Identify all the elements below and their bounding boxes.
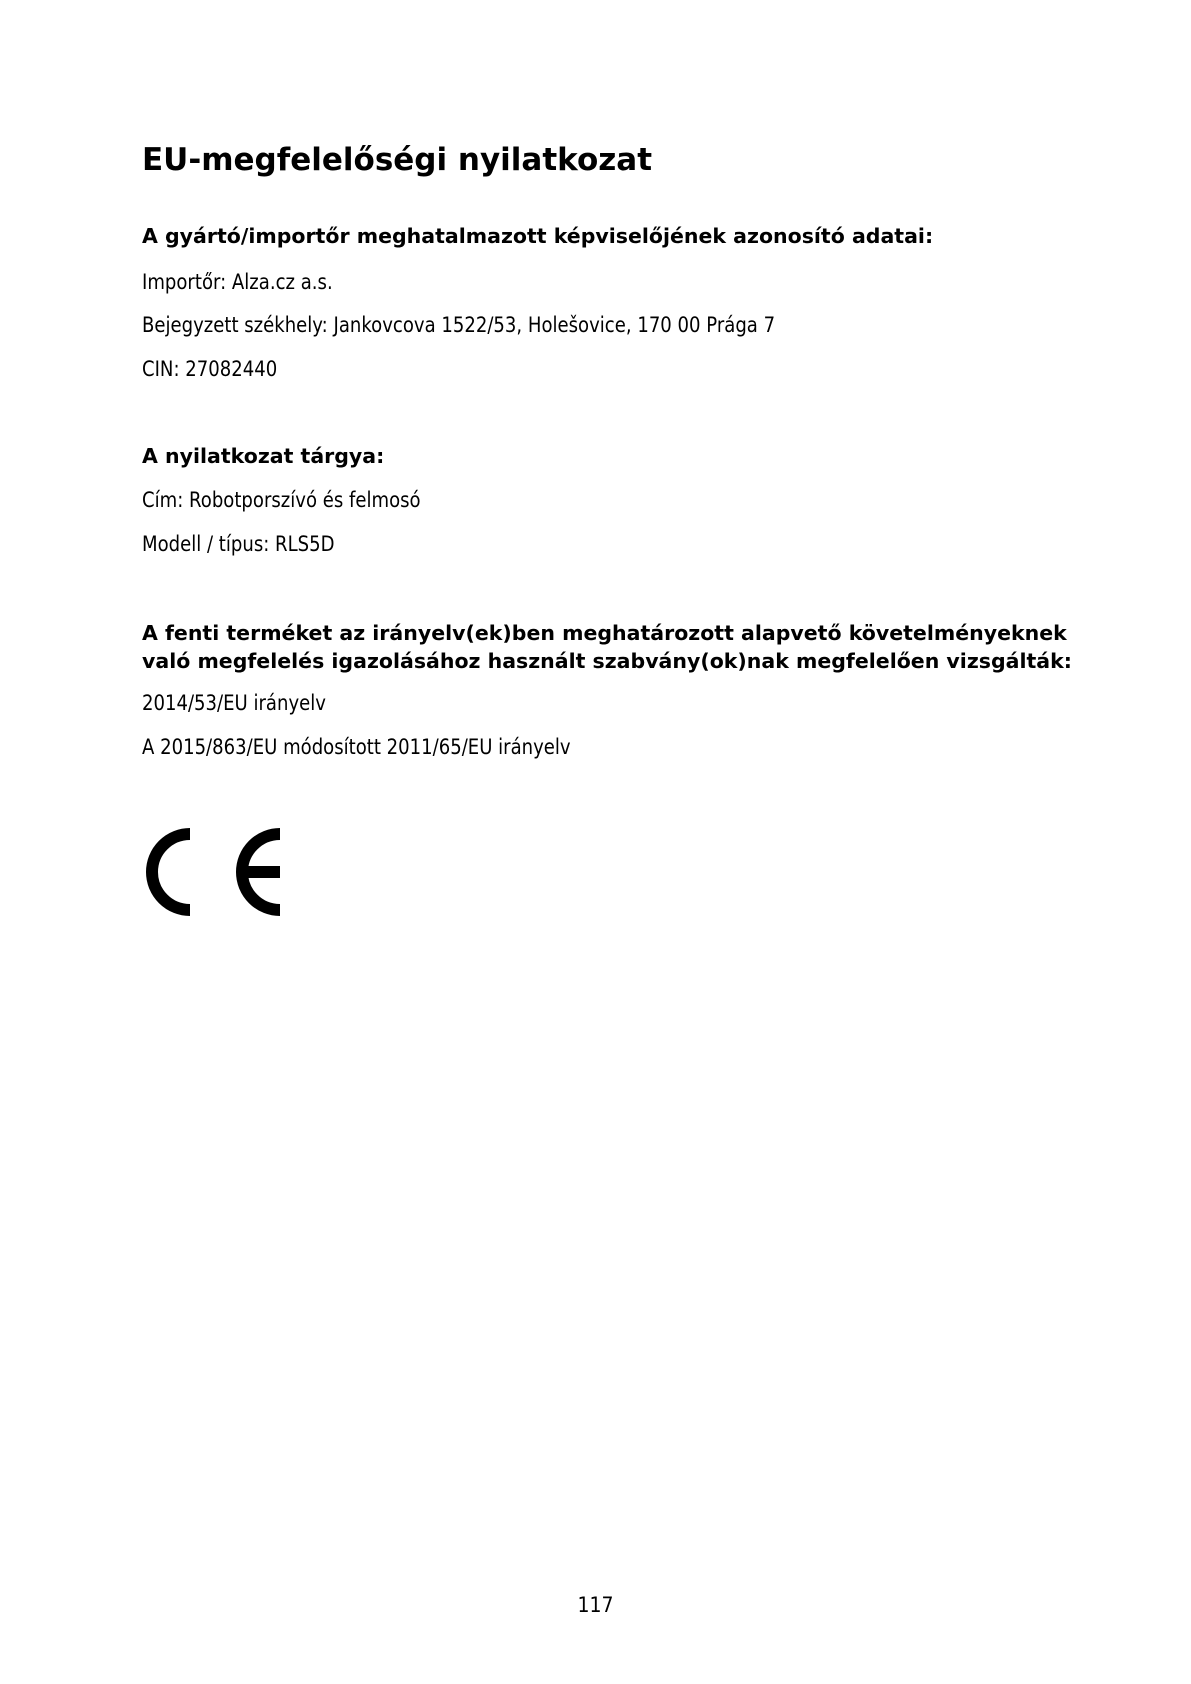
manufacturer-section-heading: A gyártó/importőr meghatalmazott képviselőjének azonosító adatai: xyxy=(142,224,934,248)
directive-line-2: A 2015/863/EU módosított 2011/65/EU irányelv xyxy=(142,735,571,759)
registered-office-line: Bejegyzett székhely: Jankovcova 1522/53, Holešovice, 170 00 Prága 7 xyxy=(142,313,776,337)
page-title: EU-megfelelőségi nyilatkozat xyxy=(142,142,653,178)
product-title-line: Cím: Robotporszívó és felmosó xyxy=(142,488,421,512)
ce-mark-icon xyxy=(140,822,284,922)
subject-section-heading: A nyilatkozat tárgya: xyxy=(142,444,385,468)
standards-heading-line-1: A fenti terméket az irányelv(ek)ben meghatározott alapvető követelményeknek xyxy=(142,621,1067,645)
cin-line: CIN: 27082440 xyxy=(142,357,278,381)
model-line: Modell / típus: RLS5D xyxy=(142,532,335,556)
importer-line: Importőr: Alza.cz a.s. xyxy=(142,270,333,294)
page-number: 117 xyxy=(577,1593,614,1617)
standards-heading-line-2: való megfelelés igazolásához használt szabvány(ok)nak megfelelően vizsgálták: xyxy=(142,649,1072,673)
directive-line-1: 2014/53/EU irányelv xyxy=(142,691,326,715)
